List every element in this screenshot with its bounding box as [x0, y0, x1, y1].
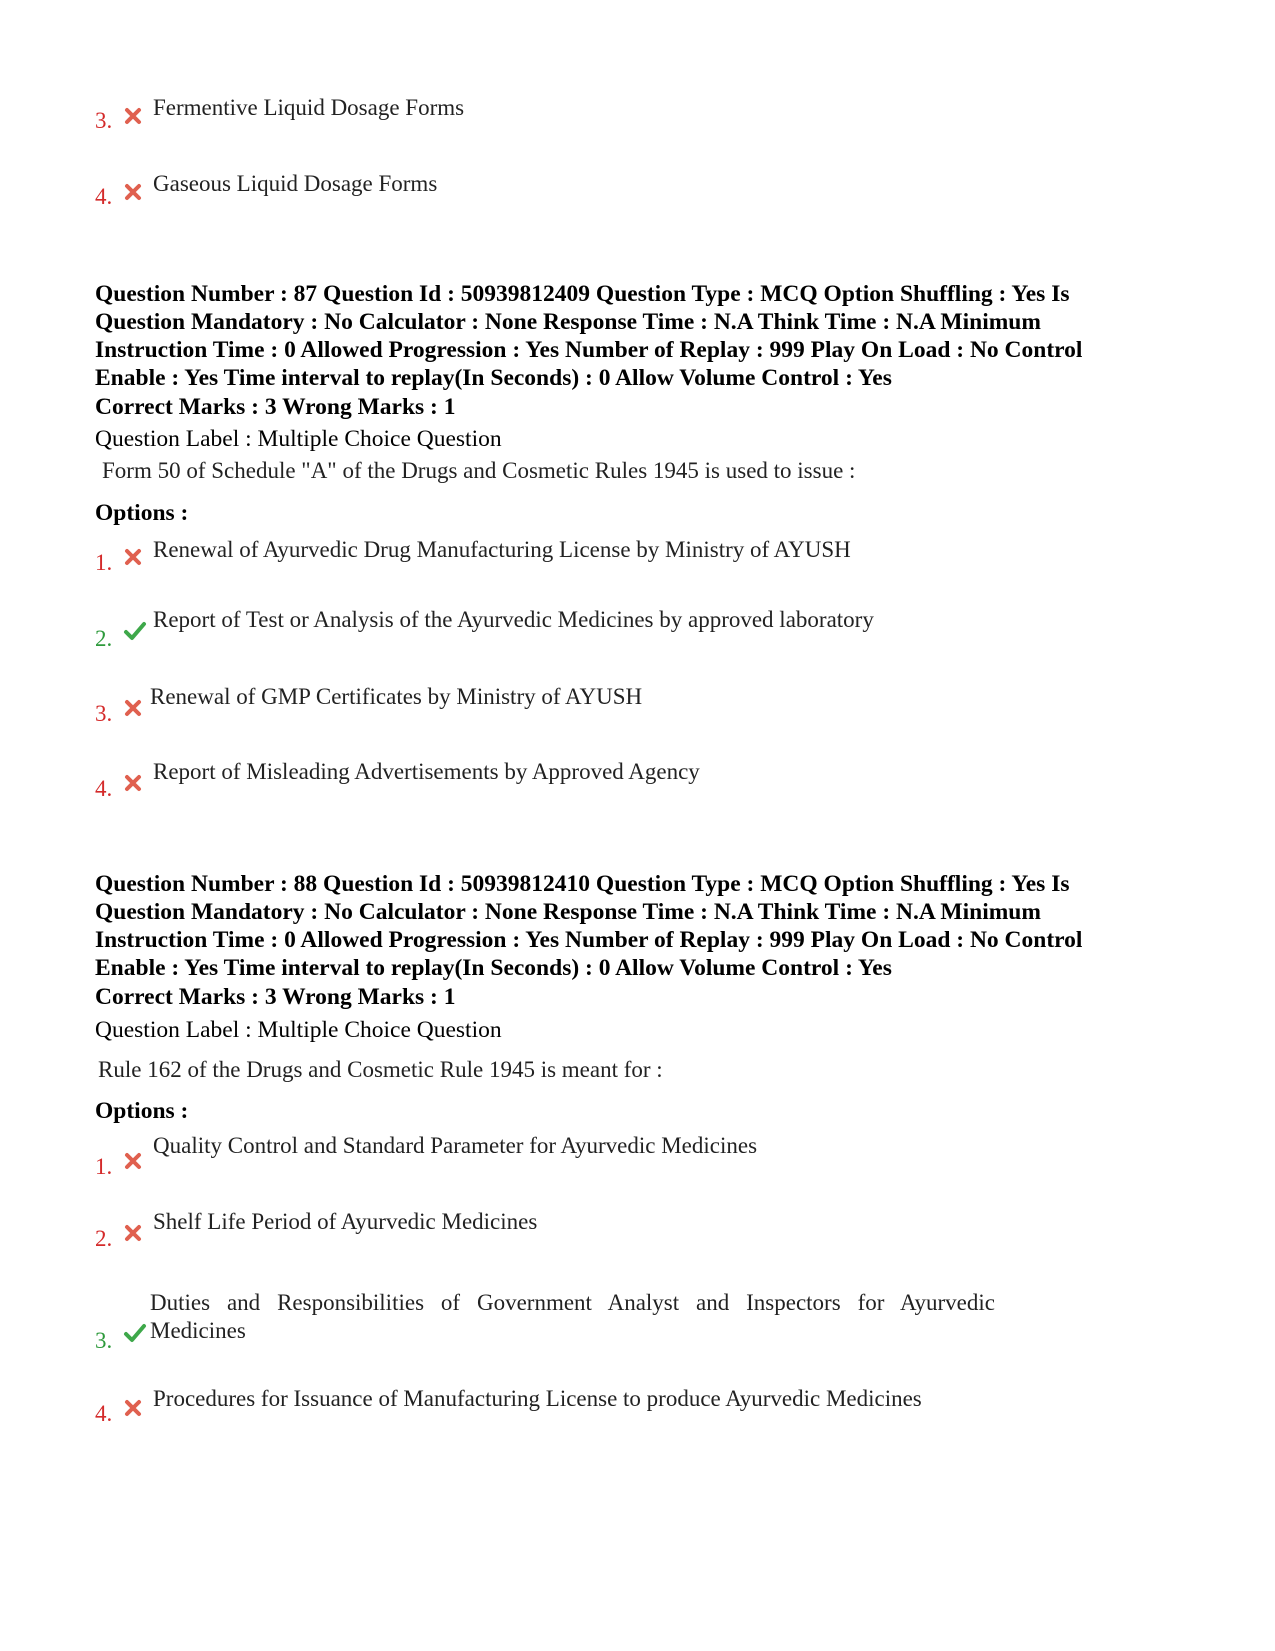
option-number: 4.	[95, 1401, 113, 1426]
option-number: 4.	[95, 184, 113, 209]
option-text: Renewal of GMP Certificates by Ministry of AYUSH	[150, 684, 643, 709]
options-heading: Options :	[95, 500, 189, 526]
option-text: Procedures for Issuance of Manufacturing License to produce Ayurvedic Medicines	[153, 1386, 922, 1411]
check-icon	[123, 1322, 147, 1344]
question-label: Question Label : Multiple Choice Question	[95, 426, 502, 452]
option-number: 2.	[95, 1226, 113, 1251]
option-number: 1.	[95, 550, 113, 575]
option-number: 3.	[95, 701, 113, 726]
options-heading: Options :	[95, 1098, 189, 1124]
option-number: 2.	[95, 626, 113, 651]
question-text: Form 50 of Schedule "A" of the Drugs and Cosmetic Rules 1945 is used to issue :	[102, 458, 856, 483]
option-text: Quality Control and Standard Parameter for Ayurvedic Medicines	[153, 1133, 758, 1158]
question-label: Question Label : Multiple Choice Question	[95, 1017, 502, 1043]
option-number: 4.	[95, 776, 113, 801]
question-meta: Question Number : 88 Question Id : 50939812410 Question Type : MCQ Option Shuffling : Yes Is Question Mandatory : No Calculator : None Response Time : N.A Think Time : N.A Minimum Instruction Time : 0 Allowed Progression : Yes Number of Replay : 999 Play On Load : No Control Enable : Yes Time interval to replay(In Seconds) : 0 Allow Volume Control : Yes	[95, 871, 1083, 981]
option-text: Report of Misleading Advertisements by Approved Agency	[153, 759, 700, 784]
option-text: Gaseous Liquid Dosage Forms	[153, 171, 438, 196]
question-marks: Correct Marks : 3 Wrong Marks : 1	[95, 984, 456, 1010]
cross-icon	[123, 182, 143, 202]
question-marks: Correct Marks : 3 Wrong Marks : 1	[95, 394, 456, 420]
question-text: Rule 162 of the Drugs and Cosmetic Rule 1945 is meant for :	[98, 1057, 663, 1082]
option-text: Duties and Responsibilities of Government Analyst and Inspectors for Ayurvedic Medicines	[150, 1290, 995, 1343]
option-text: Report of Test or Analysis of the Ayurvedic Medicines by approved laboratory	[153, 607, 874, 632]
cross-icon	[123, 547, 143, 567]
cross-icon	[123, 106, 143, 126]
check-icon	[123, 620, 147, 642]
cross-icon	[123, 1223, 143, 1243]
cross-icon	[123, 698, 143, 718]
option-text: Fermentive Liquid Dosage Forms	[153, 95, 465, 120]
question-meta: Question Number : 87 Question Id : 50939812409 Question Type : MCQ Option Shuffling : Yes Is Question Mandatory : No Calculator : None Response Time : N.A Think Time : N.A Minimum Instruction Time : 0 Allowed Progression : Yes Number of Replay : 999 Play On Load : No Control Enable : Yes Time interval to replay(In Seconds) : 0 Allow Volume Control : Yes	[95, 281, 1083, 391]
cross-icon	[123, 1151, 143, 1171]
option-number: 3.	[95, 108, 113, 133]
option-number: 3.	[95, 1328, 113, 1353]
option-text: Renewal of Ayurvedic Drug Manufacturing License by Ministry of AYUSH	[153, 537, 851, 562]
option-number: 1.	[95, 1154, 113, 1179]
option-text: Shelf Life Period of Ayurvedic Medicines	[153, 1209, 538, 1234]
cross-icon	[123, 773, 143, 793]
cross-icon	[123, 1398, 143, 1418]
